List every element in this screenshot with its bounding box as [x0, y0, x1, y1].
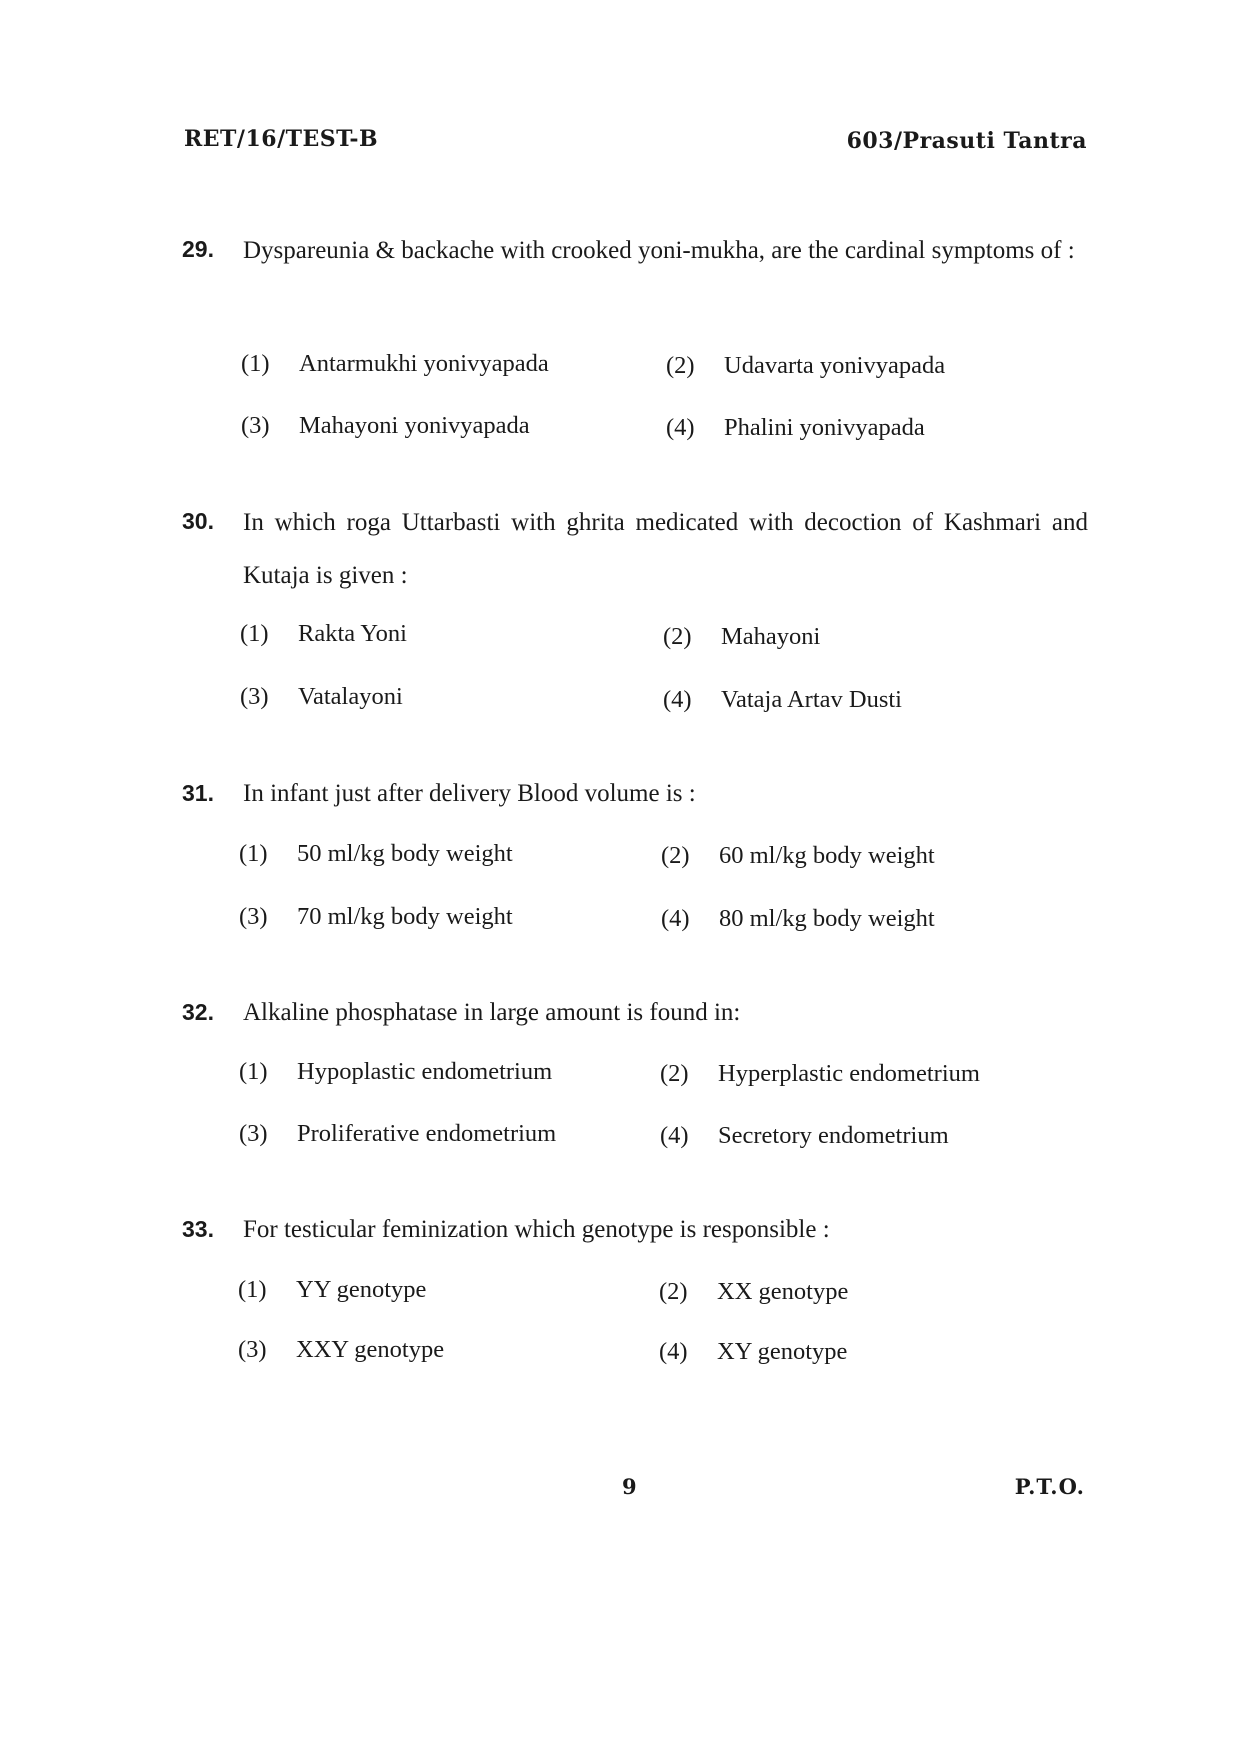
option-text: XY genotype	[717, 1338, 848, 1365]
question-text: In which roga Uttarbasti with ghrita medicated with decoction of Kashmari and Kutaja is given :	[243, 509, 1088, 589]
question-number: 33.	[182, 1216, 214, 1242]
option-4	[666, 414, 925, 442]
option-text: XX genotype	[717, 1278, 849, 1305]
option-text: Vataja Artav Dusti	[721, 686, 902, 713]
option-3	[238, 1336, 444, 1364]
pto-label: P.T.O.	[1014, 1474, 1085, 1499]
option-4	[661, 905, 935, 933]
question-text: For testicular feminization which genotype is responsible :	[243, 1216, 830, 1243]
option-text: Udavarta yonivyapada	[724, 352, 946, 379]
page-number: 9	[622, 1474, 637, 1499]
option-text: Antarmukhi yonivyapada	[299, 350, 549, 377]
option-number: (4)	[663, 686, 692, 713]
option-number: (4)	[666, 414, 695, 441]
option-text: Phalini yonivyapada	[724, 414, 925, 441]
option-number: (3)	[239, 1120, 268, 1147]
option-text: Mahayoni	[721, 623, 821, 650]
option-4	[659, 1338, 847, 1366]
option-number: (1)	[241, 350, 270, 377]
question-text: In infant just after delivery Blood volume is :	[243, 780, 696, 807]
option-number: (1)	[238, 1276, 267, 1303]
option-3	[239, 1120, 556, 1148]
question-number: 30.	[182, 508, 214, 534]
option-text: Hypoplastic endometrium	[297, 1058, 553, 1085]
option-3	[241, 412, 530, 440]
option-1	[241, 350, 549, 378]
option-text: Vatalayoni	[298, 683, 403, 710]
option-4	[660, 1122, 949, 1150]
option-1	[239, 1058, 552, 1086]
option-text: XXY genotype	[296, 1336, 445, 1363]
option-text: Secretory endometrium	[718, 1122, 949, 1149]
option-number: (3)	[240, 683, 269, 710]
question-text: Alkaline phosphatase in large amount is found in:	[243, 999, 741, 1026]
option-number: (1)	[239, 1058, 268, 1085]
option-3	[239, 903, 513, 931]
option-text: 60 ml/kg body weight	[719, 842, 935, 869]
option-number: (1)	[240, 620, 269, 647]
option-number: (4)	[660, 1122, 689, 1149]
option-number: (2)	[663, 623, 692, 650]
option-number: (3)	[239, 903, 268, 930]
option-number: (4)	[659, 1338, 688, 1365]
option-2	[666, 352, 945, 380]
option-number: (2)	[666, 352, 695, 379]
option-2	[663, 623, 820, 651]
question-number: 31.	[182, 780, 214, 806]
option-number: (2)	[660, 1060, 689, 1087]
option-text: Proliferative endometrium	[297, 1120, 557, 1147]
option-number: (2)	[661, 842, 690, 869]
option-text: 50 ml/kg body weight	[297, 840, 513, 867]
header-subject: 603/Prasuti Tantra	[846, 128, 1087, 154]
option-number: (3)	[238, 1336, 267, 1363]
option-1	[239, 840, 513, 868]
option-text: Mahayoni yonivyapada	[299, 412, 530, 439]
option-2	[659, 1278, 848, 1306]
option-3	[240, 683, 403, 711]
question-text: Dyspareunia & backache with crooked yoni-mukha, are the cardinal symptoms of :	[243, 237, 1075, 264]
option-number: (3)	[241, 412, 270, 439]
option-text: YY genotype	[296, 1276, 427, 1303]
option-number: (2)	[659, 1278, 688, 1305]
option-text: Hyperplastic endometrium	[718, 1060, 980, 1087]
option-number: (4)	[661, 905, 690, 932]
option-4	[663, 686, 902, 714]
option-text: 70 ml/kg body weight	[297, 903, 513, 930]
option-text: Rakta Yoni	[298, 620, 407, 647]
option-1	[240, 620, 407, 648]
option-text: 80 ml/kg body weight	[719, 905, 935, 932]
option-2	[660, 1060, 980, 1088]
question-number: 32.	[182, 999, 214, 1025]
option-2	[661, 842, 935, 870]
option-number: (1)	[239, 840, 268, 867]
header-code: RET/16/TEST-B	[184, 126, 379, 152]
question-number: 29.	[182, 236, 214, 262]
option-1	[238, 1276, 426, 1304]
